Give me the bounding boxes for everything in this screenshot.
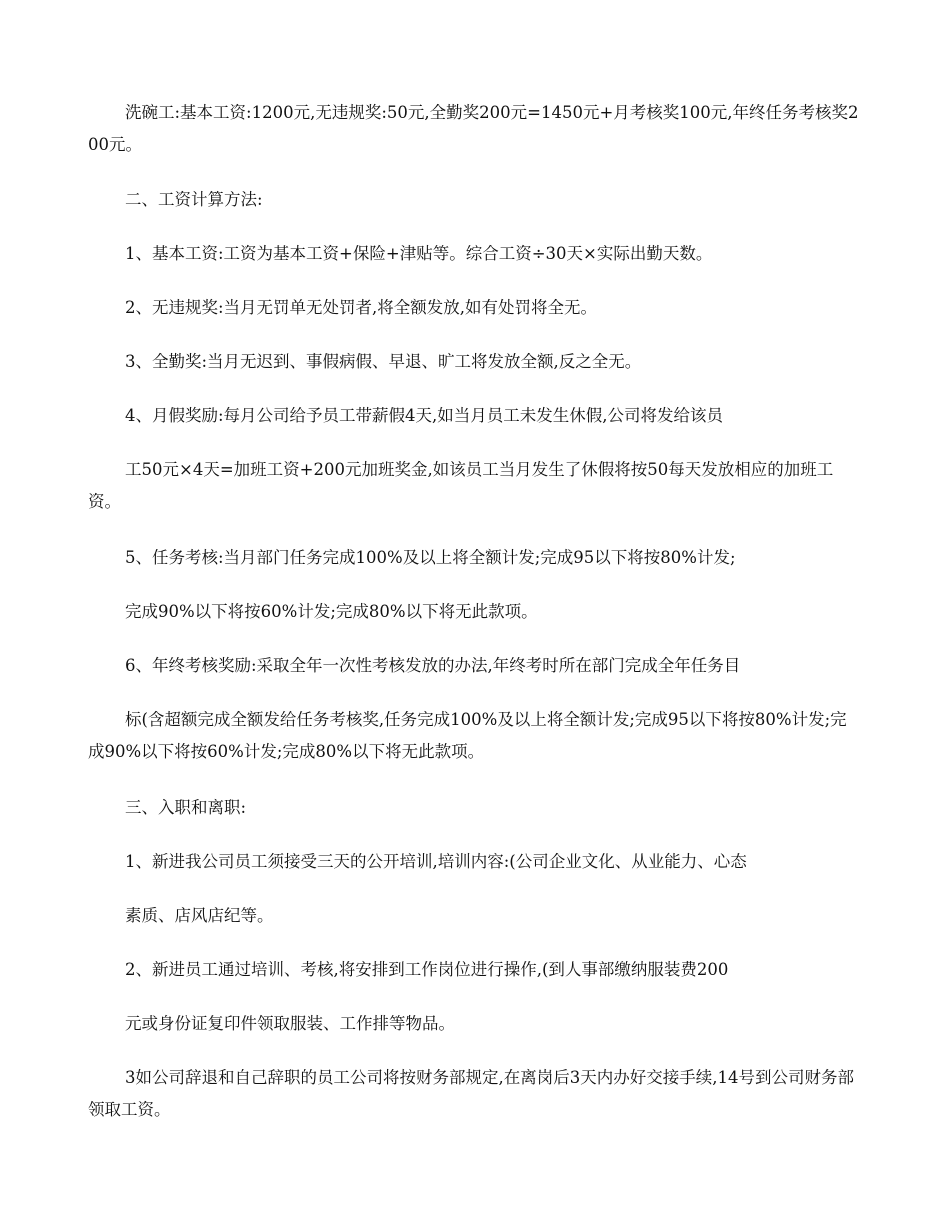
paragraph-task-assessment-cont: 完成90%以下将按60%计发;完成80%以下将无此款项。 bbox=[125, 602, 538, 621]
heading-pay-calculation: 二、工资计算方法: bbox=[125, 190, 263, 209]
paragraph-task-assessment: 5、任务考核:当月部门任务完成100%及以上将全额计发;完成95以下将按80%计发; bbox=[125, 548, 736, 567]
paragraph-training-cont: 素质、店风店纪等。 bbox=[125, 906, 274, 925]
paragraph-resignation: 3如公司辞退和自己辞职的员工公司将按财务部规定,在离岗后3天内办好交接手续,14号到公司财务部领取工资。 bbox=[88, 1068, 854, 1119]
heading-onboarding-offboarding: 三、入职和离职: bbox=[125, 798, 247, 817]
paragraph-year-end-reward: 6、年终考核奖励:采取全年一次性考核发放的办法,年终考时所在部门完成全年任务目 bbox=[125, 656, 741, 675]
paragraph-base-pay: 1、基本工资:工资为基本工资+保险+津贴等。综合工资÷30天×实际出勤天数。 bbox=[125, 244, 713, 263]
paragraph-dishwasher-pay: 洗碗工:基本工资:1200元,无违规奖:50元,全勤奖200元=1450元+月考核奖100元,年终任务考核奖200元。 bbox=[88, 103, 859, 154]
paragraph-leave-reward-cont: 工50元×4天=加班工资+200元加班奖金,如该员工当月发生了休假将按50每天发放相应的加班工资。 bbox=[88, 460, 834, 511]
paragraph-no-violation-bonus: 2、无违规奖:当月无罚单无处罚者,将全额发放,如有处罚将全无。 bbox=[125, 298, 598, 317]
paragraph-attendance-bonus: 3、全勤奖:当月无迟到、事假病假、早退、旷工将发放全额,反之全无。 bbox=[125, 352, 642, 371]
paragraph-monthly-leave-reward: 4、月假奖励:每月公司给予员工带薪假4天,如当月员工未发生休假,公司将发给该员 bbox=[125, 406, 724, 425]
paragraph-training: 1、新进我公司员工须接受三天的公开培训,培训内容:(公司企业文化、从业能力、心态 bbox=[125, 852, 747, 871]
paragraph-job-assignment: 2、新进员工通过培训、考核,将安排到工作岗位进行操作,(到人事部缴纳服装费200 bbox=[125, 960, 729, 979]
paragraph-job-assignment-cont: 元或身份证复印件领取服装、工作排等物品。 bbox=[125, 1014, 455, 1033]
paragraph-year-end-reward-cont: 标(含超额完成全额发给任务考核奖,任务完成100%及以上将全额计发;完成95以下将按80%计发;完成90%以下将按60%计发;完成80%以下将无此款项。 bbox=[88, 710, 847, 761]
